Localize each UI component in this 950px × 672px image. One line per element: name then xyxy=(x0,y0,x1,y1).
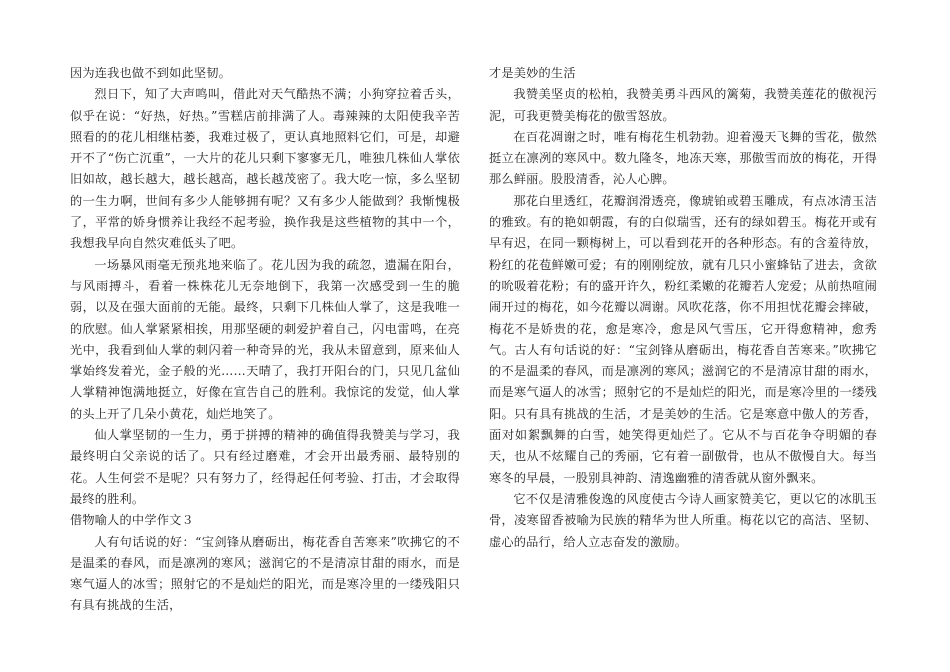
paragraph-praise: 我赞美坚贞的松柏，我赞美勇斗西风的篱菊，我赞美莲花的傲视污泥，可我更赞美梅花的傲雪怒放。 xyxy=(489,87,877,123)
essay-heading: 借物喻人的中学作文３ xyxy=(70,513,194,528)
paragraph-conclusion: 仙人掌坚韧的一生力，勇于拼搏的精神的确值得我赞美与学习，我最终明白父亲说的话了。只有经过磨难，才会开出最秀丽、最特别的花。人生何尝不是呢？只有努力了，经得起任何考验、打击，才会取得最终的胜利。 xyxy=(70,428,460,506)
paragraph-winter: 在百花凋谢之时，唯有梅花生机勃勃。迎着漫天飞舞的雪花，傲然挺立在凛冽的寒风中。数九隆冬，地冻天寒，那傲雪而放的梅花，开得那么鲜丽。股股清香，沁人心脾。 xyxy=(489,129,877,187)
left-column xyxy=(70,63,460,617)
paragraph-storm: 一场暴风雨毫无预兆地来临了。花儿因为我的疏忽，遗漏在阳台，与风雨搏斗，看着一株株花儿无奈地倒下，我第一次感受到一生的脆弱，以及在强大面前的无能。最终，只剩下几株仙人掌了，这是我唯一的欣慰。仙人掌紧紧相挨，用那坚硬的刺爱护着自己，闪电雷鸣，在亮光中，我看到仙人掌的刺闪着一种奇异的光，我从未留意到，原来仙人掌始终发着光，金子般的光……天晴了，我打开阳台的门，只见几盆仙人掌精神饱满地挺立，好像在宣告自己的胜利。我惊诧的发觉，仙人掌的头上开了几朵小黄花，灿烂地笑了。 xyxy=(70,257,460,421)
paragraph-heat: 烈日下，知了大声鸣叫，借此对天气酷热不满；小狗穿拉着舌头，似乎在说：“好热，好热。”雪糕店前排满了人。毒辣辣的太阳使我辛苦照看的的花儿相继枯萎，我难过极了，更认真地照料它们，可是，却避开不了“伤亡沉重”，一大片的花儿只剩下寥寥无几，唯独几株仙人掌依旧如故，越长越大，越长越高，越长越茂密了。我大吃一惊，多么坚韧的一生力啊，世间有多少人能够拥有呢？又有多少人能做到？我惭愧极了，平常的娇身惯养让我经不起考验，换作我是这些植物的其中一个，我想我早向自然灾难低头了吧。 xyxy=(70,87,460,251)
paragraph-continuation: 才是美妙的生活 xyxy=(489,66,576,80)
right-column xyxy=(489,63,877,553)
paragraph-quote: 人有句话说的好：“宝剑锋从磨砺出，梅花香自苦寒来”吹拂它的不是温柔的春风，而是凛冽的寒风；滋润它的不是清凉甘甜的雨水，而是寒气逼人的冰雪；照射它的不是灿烂的阳光，而是寒冷里的一缕残阳只有具有挑战的生活， xyxy=(70,534,460,613)
paragraph-closing: 它不仅是清雅俊逸的风度使古今诗人画家赞美它，更以它的冰肌玉骨，凌寒留香被喻为民族的精华为世人所重。梅花以它的高洁、坚韧、虚心的品行，给人立志奋发的激励。 xyxy=(489,491,877,549)
paragraph-continuation: 因为连我也做不到如此坚韧。 xyxy=(70,66,232,80)
paragraph-blossom: 那花白里透红，花瓣润滑透亮，像琥铂或碧玉雕成，有点冰清玉洁的雅致。有的艳如朝霞，有的白似瑞雪，还有的绿如碧玉。梅花开或有早有迟，在同一颗梅树上，可以看到花开的各种形态。有的含羞待放，粉红的花苞鲜嫩可爱；有的刚刚绽放，就有几只小蜜蜂钻了进去，贪欲的吮吸着花粉；有的盛开许久，粉红柔嫩的花瓣若人宠爱；从前热喧闹闹开过的梅花，如今花瓣以凋谢。风吹花落，你不用担忧花瓣会摔破，梅花不是娇贵的花，愈是寒冷，愈是风气雪压，它开得愈精神，愈秀气。古人有句话说的好：“宝剑锋从磨砺出，梅花香自苦寒来。”吹拂它的不是温柔的春风，而是凛冽的寒风；滋润它的不是清凉甘甜的雨水，而是寒气逼人的冰雪；照射它的不是灿烂的阳光，而是寒冷里的一缕残阳。只有具有挑战的生活，才是美妙的生活。它是寒意中傲人的芳香，面对如絮飘舞的白雪，她笑得更灿烂了。它从不与百花争夺明媚的春天，也从不炫耀自己的秀丽，它有着一副傲骨，也从不傲慢自大。每当寒冬的早晨，一股别具神韵、清逸幽雅的清香就从窗外飘来。 xyxy=(489,193,877,485)
